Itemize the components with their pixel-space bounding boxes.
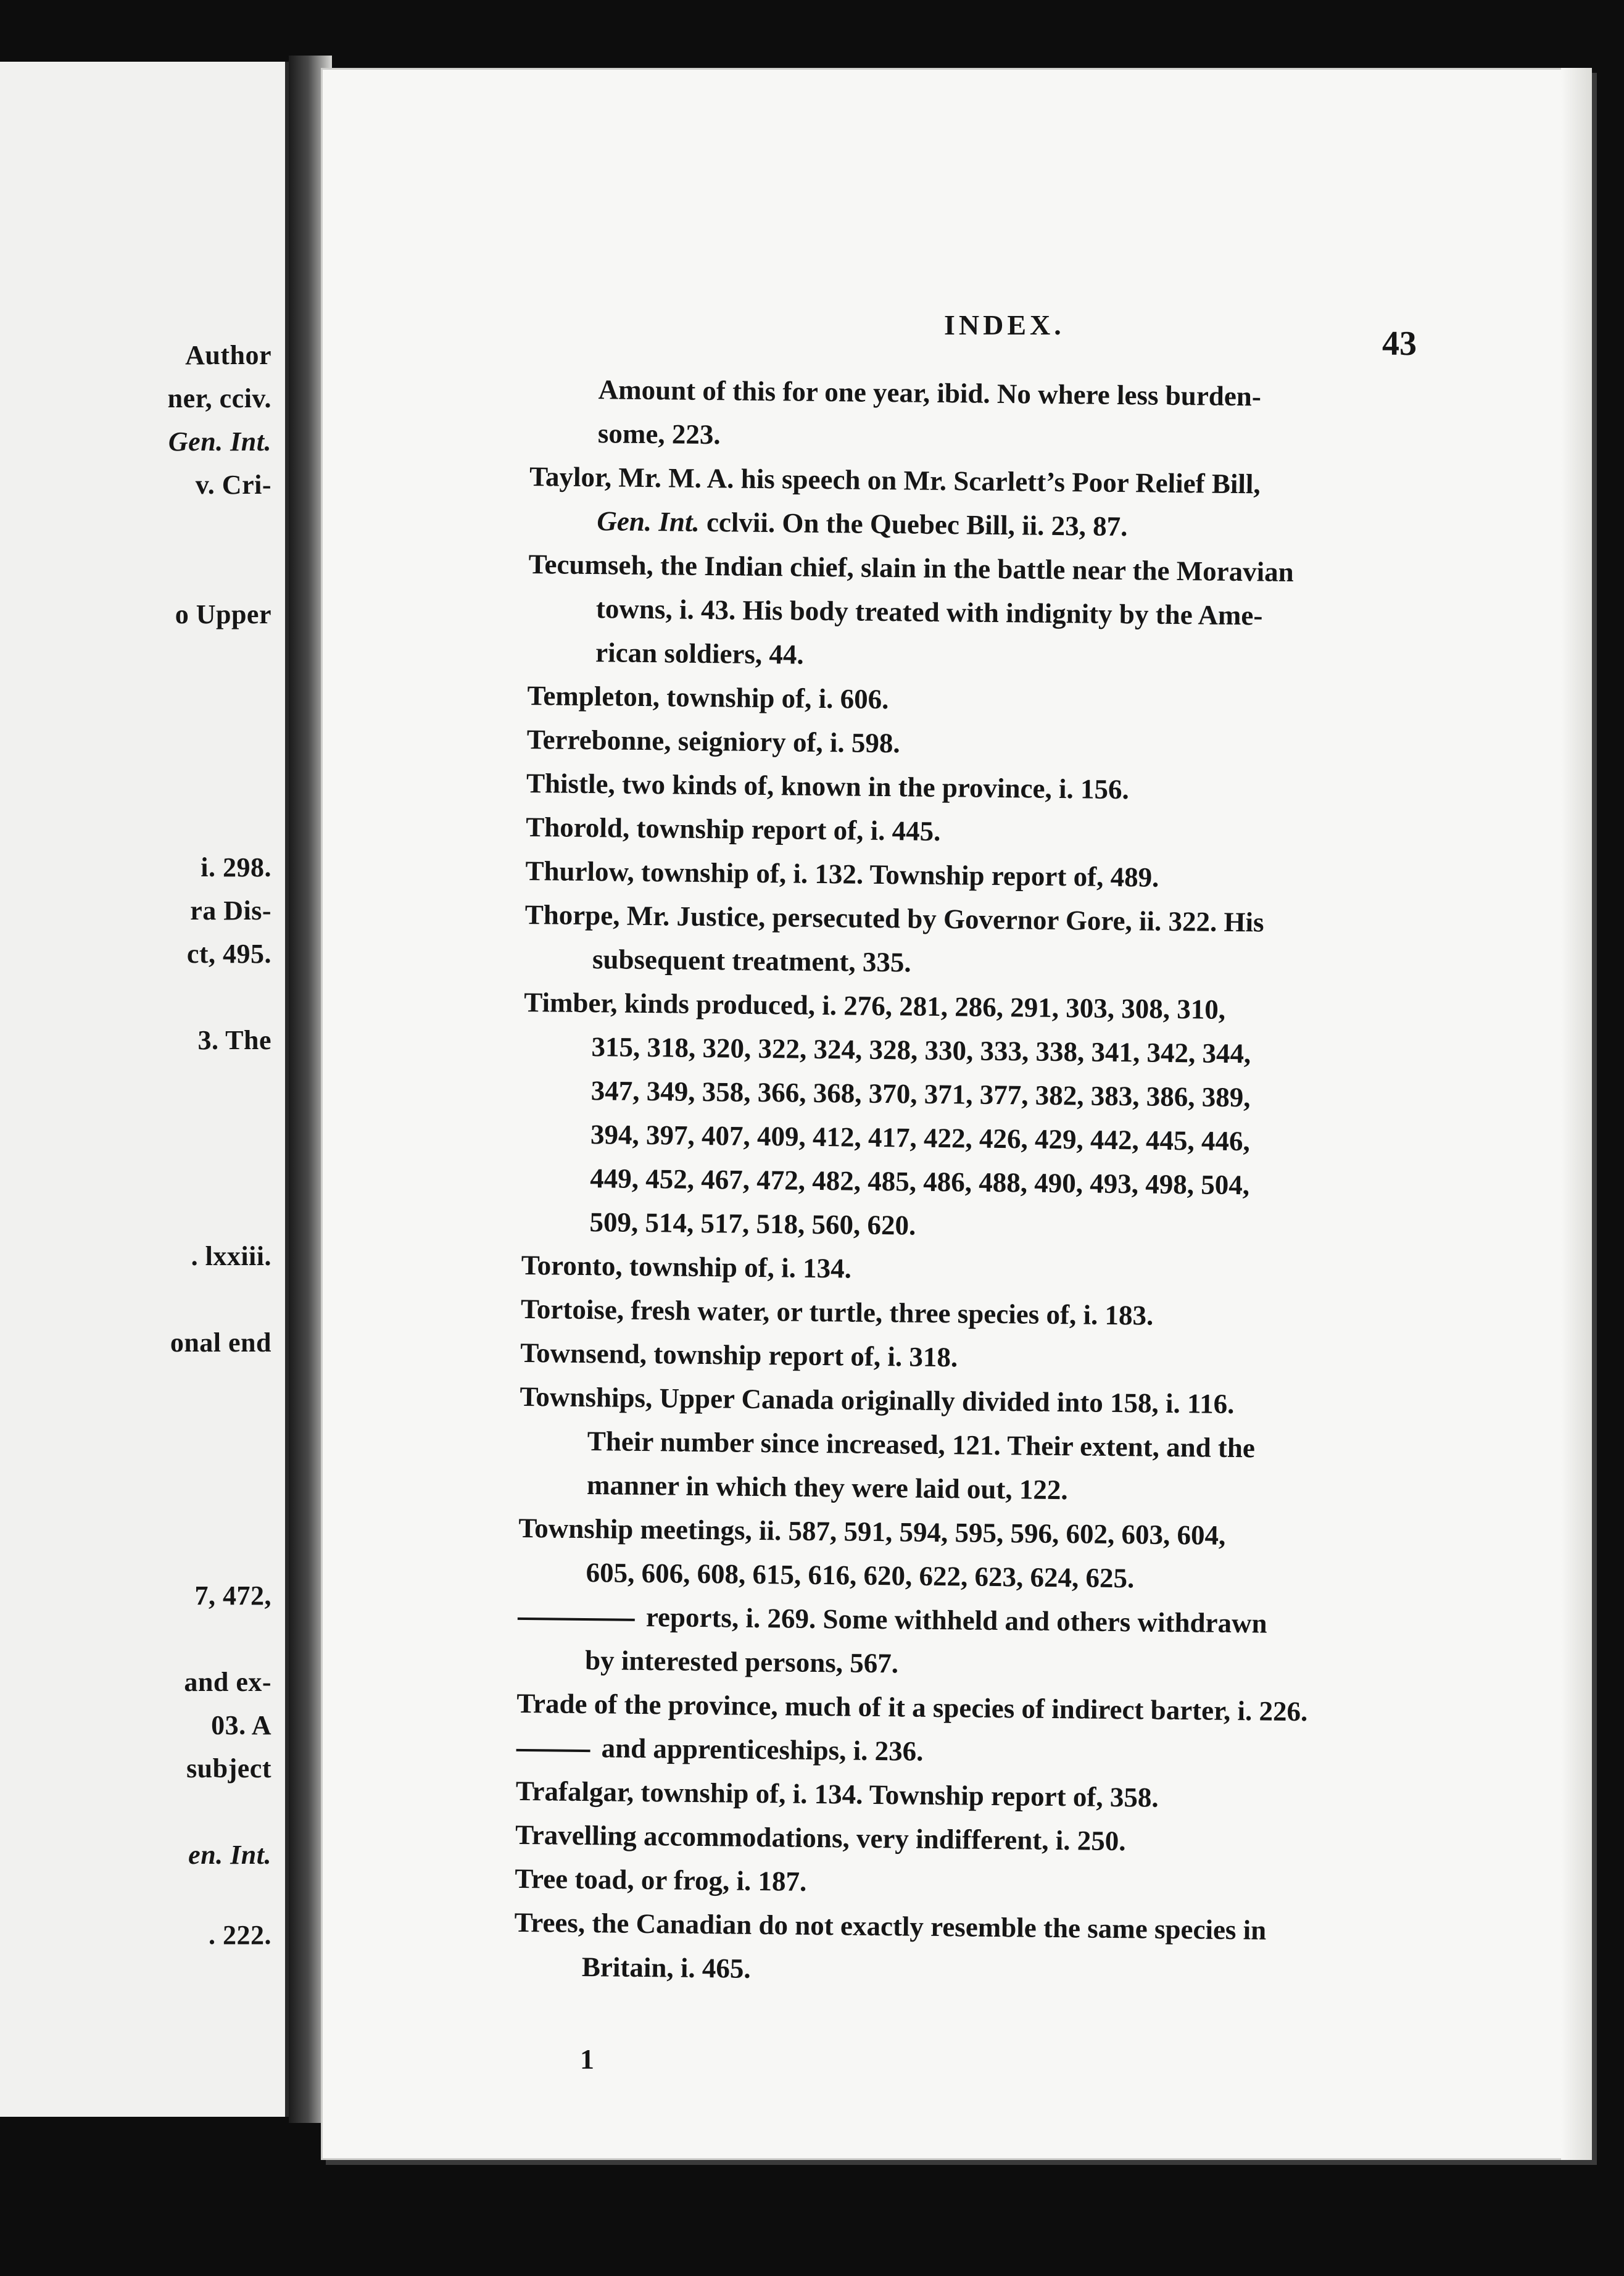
index-line-text: 394, 397, 407, 409, 412, 417, 422, 426, 429, 442, 445, 446, [590,1119,1250,1157]
index-line-text: towns, i. 43. His body treated with indignity by the Ame- [595,593,1263,631]
index-line-text: by interested persons, 567. [584,1645,899,1679]
index-line-text: some, 223. [597,418,721,451]
index-line [518,1597,1267,1642]
facing-page-fragment: onal end [170,1327,271,1358]
index-line [514,1948,751,1987]
index-line-text: Trade of the province, much of it a species of indirect barter, i. 226. [516,1687,1308,1727]
index-line-part: Gen. Int. [597,505,700,538]
page-number: 43 [1382,325,1417,363]
index-line [521,1290,1154,1334]
index-line-text: Toronto, township of, i. 134. [521,1249,852,1284]
index-line [522,1159,1249,1203]
index-line-text: Townships, Upper Canada originally divided into 158, i. 116. [520,1381,1235,1420]
facing-page-fragment: Author [185,340,271,370]
index-line-text: and apprenticeships, i. 236. [601,1732,924,1767]
index-line [521,1247,852,1287]
facing-page-fragment: subject [186,1753,271,1784]
index-line [520,1334,958,1376]
facing-page-fragment: v. Cri- [195,470,271,500]
index-line [526,808,941,850]
index-line [523,1028,1251,1072]
facing-page-fragment: o Upper [175,599,271,629]
index-line [518,1553,1134,1597]
index-line [518,1510,1226,1554]
facing-page-fragment: ra Dis- [190,895,271,926]
index-entries [514,370,1425,1984]
index-line-text: Timber, kinds produced, i. 276, 281, 286, 291, 303, 308, 310, [524,986,1226,1025]
index-line [516,1729,923,1770]
index-line [514,1904,1266,1949]
index-line-text: Britain, i. 465. [581,1951,751,1984]
ditto-dash [518,1618,635,1621]
index-line [516,1685,1307,1730]
index-line-text: Thistle, two kinds of, known in the province, i. 156. [526,767,1130,805]
facing-page [0,62,289,2117]
index-line [526,721,900,762]
index-line [530,414,721,453]
index-line-text: reports, i. 269. Some withheld and others withdrawn [645,1601,1267,1639]
index-line [529,502,1128,545]
index-line-text: 449, 452, 467, 472, 482, 485, 486, 488, 490, 493, 498, 504, [590,1163,1250,1201]
index-line-part: cclvii. On the Quebec Bill, ii. 23, 87. [699,506,1128,542]
facing-page-fragment: . lxxiii. [191,1241,271,1271]
facing-page-fragment: 3. The [197,1025,271,1055]
index-line-text: Thurlow, township of, i. 132. Township report of, 489. [525,855,1159,893]
index-line-text: Thorpe, Mr. Justice, persecuted by Governor Gore, ii. 322. His [524,899,1264,938]
index-line [523,1071,1250,1116]
index-line-text: Townsend, township report of, i. 318. [520,1337,958,1373]
index-line [515,1816,1126,1859]
index-line [524,896,1264,941]
index-line-text: 509, 514, 517, 518, 560, 620. [589,1207,916,1241]
facing-page-fragment: ct, 495. [186,939,271,969]
facing-page-fragment: ner, cciv. [167,383,271,413]
index-line [524,984,1225,1028]
signature-mark: 1 [580,2043,594,2075]
index-line [521,1203,916,1244]
index-line-text: 347, 349, 358, 366, 368, 370, 371, 377, 382, 383, 386, 389, [590,1075,1251,1113]
index-line-text: Tecumseh, the Indian chief, slain in the battle near the Moravian [528,548,1294,588]
index-line [529,458,1261,502]
index-line [515,1860,806,1900]
index-line-text: Templeton, township of, i. 606. [527,679,889,715]
index-line-text: Trafalgar, township of, i. 134. Township report of, 358. [515,1775,1159,1813]
index-line [527,677,889,718]
index-line-text: Their number since increased, 121. Their extent, and the [587,1426,1256,1464]
index-line-text: 605, 606, 608, 615, 616, 620, 622, 623, 624, 625. [586,1557,1135,1594]
index-line-text: Tree toad, or frog, i. 187. [515,1863,807,1897]
index-line [520,1378,1234,1422]
index-page [321,68,1592,2160]
index-line [525,852,1159,896]
index-line-text: Taylor, Mr. M. A. his speech on Mr. Scarlett’s Poor Relief Bill, [529,460,1261,500]
index-line-text: rican soldiers, 44. [595,637,804,670]
facing-page-fragment: en. Int. [188,1840,271,1870]
index-line-text: subsequent treatment, 335. [592,944,911,978]
index-line-text: Township meetings, ii. 587, 591, 594, 595, 596, 602, 603, 604, [518,1512,1226,1551]
facing-page-fragment: i. 298. [201,852,271,883]
index-line [528,633,804,673]
index-line [520,1422,1256,1466]
index-line-text: Thorold, township report of, i. 445. [525,811,941,847]
running-head: INDEX. [944,309,1065,341]
index-line [519,1466,1068,1508]
index-line-text: Terrebonne, seigniory of, i. 598. [526,723,900,759]
index-line-text: manner in which they were laid out, 122. [586,1469,1068,1506]
index-line-text: Tortoise, fresh water, or turtle, three species of, i. 183. [520,1293,1154,1331]
index-line [528,589,1263,634]
index-line [528,546,1294,591]
facing-page-fragment: Gen. Int. [168,426,271,457]
index-line [526,765,1129,808]
ditto-dash [516,1749,590,1752]
facing-page-fragment: and ex- [184,1667,271,1697]
index-line [516,1772,1159,1816]
facing-page-fragment: . 222. [209,1920,271,1950]
index-line-text: 315, 318, 320, 322, 324, 328, 330, 333, 338, 341, 342, 344, [591,1031,1251,1069]
index-line [524,940,911,981]
index-line-text: Trees, the Canadian do not exactly resemble the same species in [514,1906,1267,1946]
index-line [523,1115,1250,1160]
facing-page-fragment: 7, 472, [194,1580,271,1611]
index-line [530,370,1261,415]
facing-page-fragment: 03. A [211,1710,271,1740]
index-line [517,1641,899,1682]
index-line-text: Amount of this for one year, ibid. No where less burden- [598,374,1262,412]
index-line-text: Travelling accommodations, very indifferent, i. 250. [515,1819,1126,1857]
